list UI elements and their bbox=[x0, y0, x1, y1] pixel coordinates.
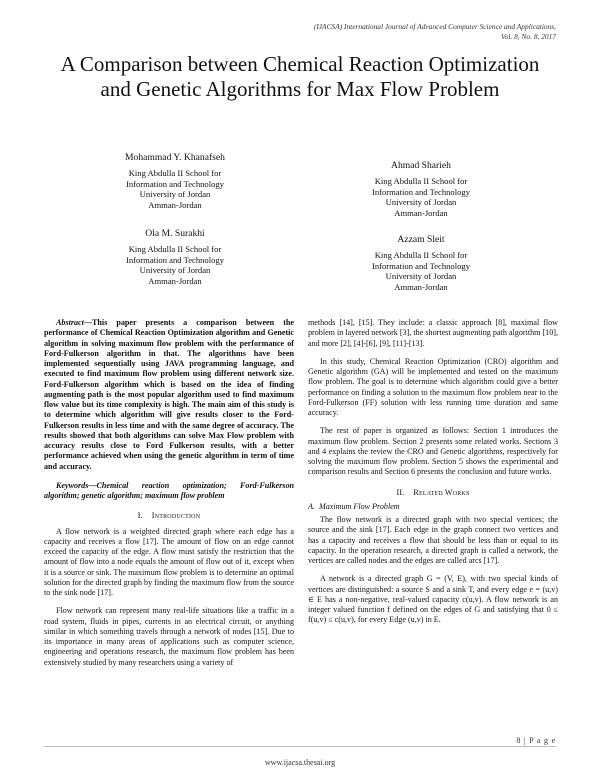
section-title: Related Works bbox=[413, 487, 470, 497]
study-paragraph: In this study, Chemical Reaction Optimization (CRO) algorithm and Genetic algorithm (GA) will be implemented and tested on the maximum flow problem. The goal is to determine which algorithm could give a better performance on finding a solution to the maximum flow problem near to the Ford-Fulkerson (FF) solution with less running time duration and same accuracy. bbox=[308, 356, 558, 417]
abstract-text: —This paper presents a comparison between the performance of Chemical Reaction Optimization algorithm and Genetic algorithm in solving maximum flow problem with the performance of Ford-Fulkerson algorithm in that. The algorithms have been implemented sequentially using JAVA programming language, and executed to find maximum flow problem using different network size. Ford-Fulkerson algorithm which is based on the idea of finding augmenting path is the most popular algorithm used to find maximum flow value but its time complexity is high. The main aim of this study is to determine which algorithm will give results closer to the Ford-Fulkerson results in less time and with the same degree of accuracy. The results showed that both algorithms can solve Max Flow problem with accuracy results close to Ford Fulkerson results, with a better performance achieved when using the genetic algorithm in term of time and accuracy. bbox=[44, 318, 294, 471]
author-affiliation-line: Information and Technology bbox=[371, 186, 471, 197]
author-affiliation-line: Information and Technology bbox=[125, 178, 225, 189]
footer-url[interactable]: www.ijacsa.thesai.org bbox=[264, 758, 336, 767]
author-affiliation-line: King Abdulla II School for bbox=[374, 250, 468, 260]
organization-paragraph: The rest of paper is organized as follows: Section 1 introduces the maximum flow problem. Section 2 presents some related works. Sections 3 and 4 explains the review the CRO and Genetic algorithms, respectively for solving the maximum flow problem. Section 5 shows the experimental and comparison results and Section 6 presents the conclusion and future works. bbox=[308, 426, 558, 477]
related-paragraph-1: The flow network is a directed graph with two special vertices; the source and the sink [17]. Each edge in the graph connect two vertices and has a capacity and receives a flow that should be less than or equal to its capacity. In the operation research, a directed graph is called a network, the vertices are called nodes and the edges are called arcs [17]. bbox=[308, 515, 558, 565]
author-block-4 bbox=[336, 234, 506, 292]
author-affiliation-line: King Abdulla II School for bbox=[374, 176, 468, 186]
keywords-text: —Chemical reaction optimization; Ford-Fulkerson algorithm; genetic algorithm; maximum flow problem bbox=[44, 480, 294, 500]
subsection-title: Maximum Flow Problem bbox=[319, 501, 400, 511]
author-affiliation-line: Information and Technology bbox=[371, 260, 471, 271]
author-affiliation-line: University of Jordan bbox=[385, 271, 457, 282]
keywords-label: Keywords bbox=[56, 480, 89, 490]
author-name: Ahmad Sharieh bbox=[391, 160, 451, 171]
section-title: Introduction bbox=[151, 511, 201, 521]
author-name: Azzam Sleit bbox=[397, 234, 445, 245]
page-label: | P a g e bbox=[523, 736, 556, 745]
left-column bbox=[44, 318, 294, 668]
page-number-value: 8 bbox=[516, 736, 522, 745]
author-affiliation-line: Amman-Jordan bbox=[394, 281, 448, 292]
abstract-label: Abstract bbox=[56, 318, 84, 327]
author-affiliation-line: King Abdulla II School for bbox=[128, 244, 222, 254]
author-affiliation-line: University of Jordan bbox=[139, 189, 211, 200]
author-block-2 bbox=[336, 160, 506, 218]
journal-line-1: (IJACSA) International Journal of Advanced Computer Science and Applications, bbox=[313, 22, 556, 31]
keywords bbox=[44, 481, 294, 502]
continued-paragraph: methods [14], [15]. They include: a classic approach [8], maximal flow problem in layered network [3], the shortest augmenting path algorithm [10], and more [2], [4]-[6], [9], [11]-[13]. bbox=[308, 318, 558, 348]
section-heading-introduction bbox=[44, 511, 294, 521]
paper-title: A Comparison between Chemical Reaction Optimization and Genetic Algorithms for Max Flow Problem bbox=[60, 52, 540, 101]
intro-paragraph-2: Flow network can represent many real-life situations like a traffic in a road system, fluids in pipes, currents in an electrical circuit, or anything similar in which something travels through a network of nodes [15]. Due to its importance in many areas of applications such as computer science, engineering and operations research, the maximum flow problem has been extensively studied by many researchers using a variety of bbox=[44, 606, 294, 667]
subsection-label: A. bbox=[308, 501, 315, 511]
author-block-1 bbox=[90, 152, 260, 210]
related-paragraph-2: A network is a directed graph G = (V, E), with two special kinds of vertices are distinguished: a source S and a sink T, and every edge e = (u,v) ∈ E has a non-negative, real-valued capacity c(u,v). A flow network is an integer valued function f defined on the edges of G and satisfying that 0 ≤ f(u,v) ≤ c(u,v), for every Edge (u,v) in E. bbox=[308, 574, 558, 625]
footer-divider bbox=[44, 746, 556, 747]
journal-header bbox=[116, 22, 556, 42]
author-affiliation-line: University of Jordan bbox=[385, 197, 457, 208]
author-name: Mohammad Y. Khanafseh bbox=[125, 152, 225, 163]
author-affiliation-line: Amman-Jordan bbox=[148, 199, 202, 210]
section-heading-related-works bbox=[308, 488, 558, 498]
intro-paragraph-1: A flow network is a weighted directed graph where each edge has a capacity and receives a flow [17]. The amount of flow on an edge cannot exceed the capacity of the edge. A flow must satisfy the restriction that the amount of flow into a node equals the amount of flow out of it, except when it is a source or sink. The maximum flow problem is to determine an optimal solution for the directed graph by finding the maximum flow from the source to the sink node [17]. bbox=[44, 526, 294, 597]
journal-line-2: Vol. 8, No. 8, 2017 bbox=[500, 32, 556, 41]
right-column bbox=[308, 318, 558, 626]
author-affiliation-line: Information and Technology bbox=[125, 254, 225, 265]
author-block-3 bbox=[90, 228, 260, 286]
author-affiliation-line: Amman-Jordan bbox=[394, 207, 448, 218]
section-numeral: I. bbox=[137, 511, 143, 521]
section-numeral: II. bbox=[396, 487, 405, 497]
subsection-heading-max-flow bbox=[308, 502, 558, 512]
author-name: Ola M. Surakhi bbox=[145, 228, 205, 239]
page-number bbox=[516, 736, 556, 745]
author-affiliation-line: University of Jordan bbox=[139, 265, 211, 276]
author-affiliation-line: Amman-Jordan bbox=[148, 275, 202, 286]
author-affiliation-line: King Abdulla II School for bbox=[128, 168, 222, 178]
abstract bbox=[44, 318, 294, 472]
